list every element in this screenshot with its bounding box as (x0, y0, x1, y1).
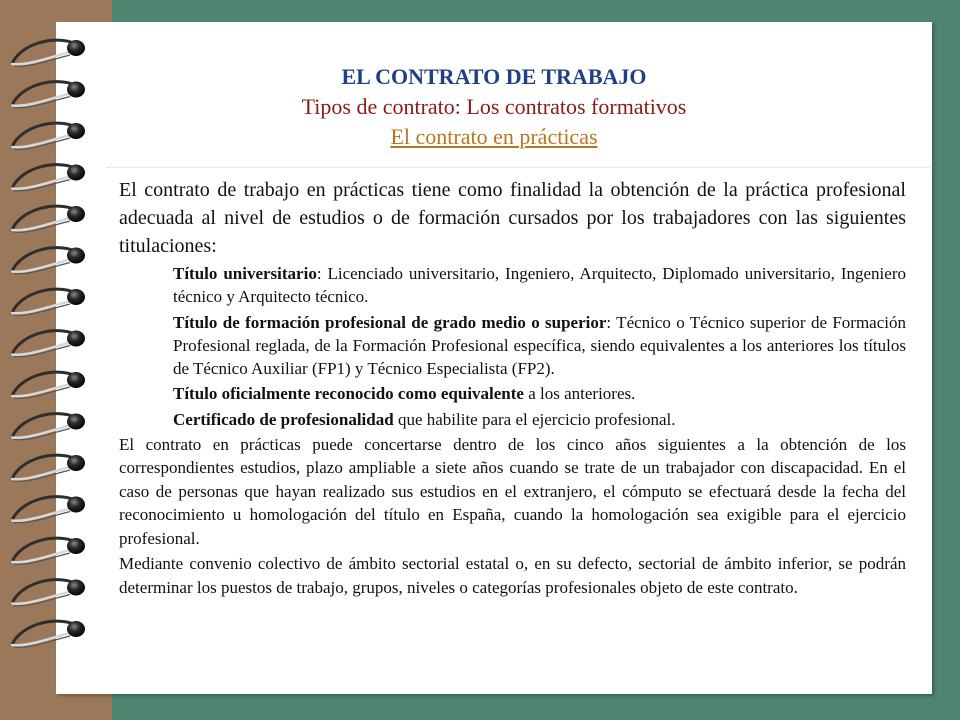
binding-ring-icon (12, 414, 85, 440)
section-link[interactable]: El contrato en prácticas (390, 124, 598, 149)
list-item-text: que habilite para el ejercicio profesional. (393, 409, 676, 429)
list-item-text: : Licenciado universitario, Ingeniero, Arquitecto, Diplomado universitario, Ingeniero técnico y Arquitecto técnico. (173, 264, 906, 307)
qualification-list (119, 262, 906, 431)
list-item-term: Título universitario (173, 264, 317, 283)
list-item (173, 311, 906, 381)
binding-ring-icon (12, 538, 85, 564)
list-item (173, 382, 906, 405)
spiral-binding-icon (0, 0, 110, 720)
binding-ring-icon (12, 580, 85, 606)
list-item (173, 262, 906, 309)
binding-ring-icon (12, 165, 85, 191)
binding-ring-icon (12, 621, 85, 647)
binding-ring-icon (12, 82, 85, 108)
page-title: EL CONTRATO DE TRABAJO (341, 64, 647, 89)
binding-ring-icon (12, 455, 85, 481)
page-subtitle: Tipos de contrato: Los contratos formativos (301, 94, 687, 119)
list-item-term: Título de formación profesional de grado medio o superior (173, 312, 607, 332)
list-item-text: a los anteriores. (523, 384, 636, 404)
slide-header (56, 62, 932, 152)
body-paragraph-1: El contrato en prácticas puede concertarse dentro de los cinco años siguientes a la obtención de los correspondientes estudios, plazo ampliable a siete años cuando se trate de un trabajador con discapacidad. En el caso de personas que hayan realizado sus estudios en el extranjero, el cómputo se efectuará desde la fecha del reconocimiento u homologación del título en España, cuando la homologación sea exigible para el ejercicio profesional. (119, 435, 906, 548)
binding-ring-icon (12, 123, 85, 149)
binding-ring-icon (12, 497, 85, 523)
list-item-text: : Técnico o Técnico superior de Formación Profesional reglada, de la Formación Profesional específica, siendo equivalentes a los anteriores los títulos de Técnico Auxiliar (FP1) y Técnico Especialista (FP2). (173, 312, 906, 379)
binding-ring-icon (12, 331, 85, 357)
body-content (119, 176, 906, 601)
notebook-page (56, 22, 932, 694)
binding-ring-icon (12, 372, 85, 398)
binding-ring-icon (12, 40, 85, 66)
intro-paragraph: El contrato de trabajo en prácticas tiene como finalidad la obtención de la práctica profesional adecuada al nivel de estudios o de formación cursados por los trabajadores con las siguientes titulaciones: (119, 179, 906, 257)
binding-ring-icon (12, 289, 85, 315)
list-item-term: Título oficialmente reconocido como equivalente (173, 384, 524, 404)
body-paragraph-2: Mediante convenio colectivo de ámbito sectorial estatal o, en su defecto, sectorial de ámbito inferior, se podrán determinar los puestos de trabajo, grupos, niveles o categorías profesionales objeto de este contrato. (119, 554, 906, 597)
list-item (173, 408, 906, 431)
list-item-term: Certificado de profesionalidad (173, 409, 394, 429)
binding-ring-icon (12, 206, 85, 232)
header-divider (106, 167, 931, 168)
binding-ring-icon (12, 248, 85, 274)
